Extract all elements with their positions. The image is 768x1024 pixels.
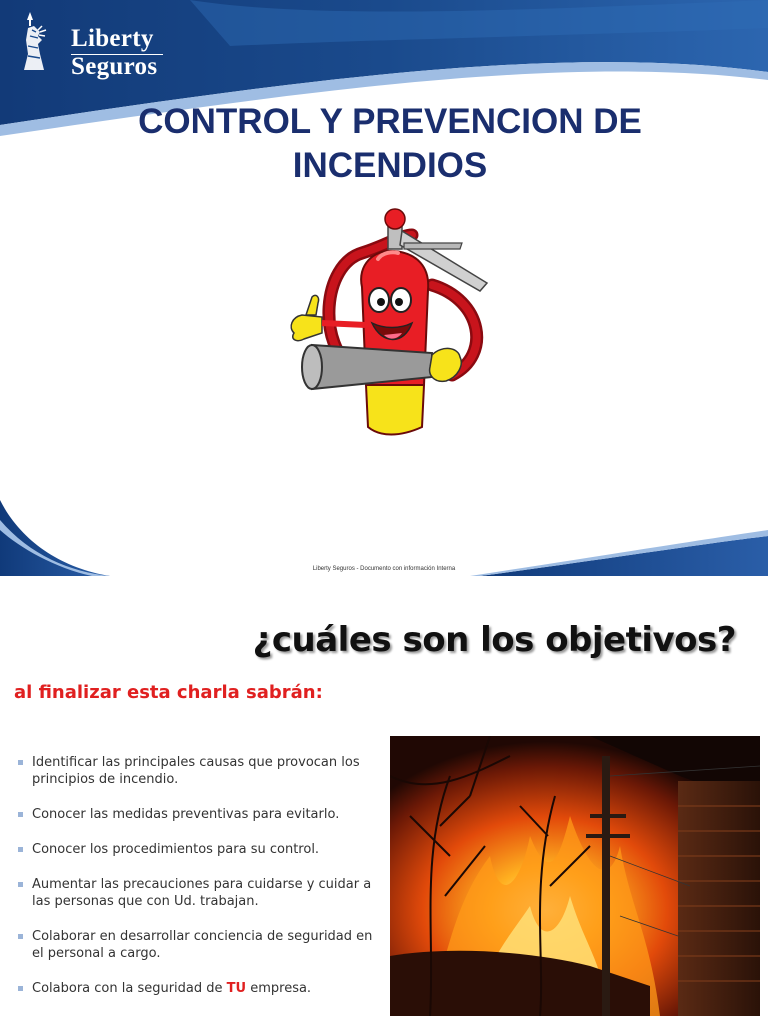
slide-objectives: [0, 576, 768, 1024]
footer-note: Liberty Seguros - Documento con información Interna: [312, 566, 456, 572]
objectives-list: [18, 754, 383, 1015]
bullet-icon: [18, 934, 23, 939]
bullet-text: Conocer los procedimientos para su control.: [32, 842, 320, 857]
liberty-seguros-logo: [18, 10, 168, 78]
objectives-subheading: al finalizar esta charla sabrán:: [14, 682, 323, 703]
bullet-highlight: TU: [226, 981, 247, 996]
list-item: [18, 928, 383, 962]
bullet-text: Colaborar en desarrollar conciencia de seguridad en el personal a cargo.: [32, 929, 373, 961]
logo-word-seguros: Seguros: [71, 53, 158, 80]
bullet-icon: [18, 986, 23, 991]
bullet-text: Aumentar las precauciones para cuidarse y cuidar a las personas que con Ud. trabajan.: [32, 877, 372, 909]
list-item: [18, 806, 383, 823]
bullet-icon: [18, 882, 23, 887]
bullet-icon: [18, 812, 23, 817]
page-title: [0, 100, 768, 188]
bullet-text-after: empresa.: [246, 981, 312, 996]
bullet-icon: [18, 847, 23, 852]
burning-house-photo: [390, 736, 760, 1016]
bullet-text: Conocer las medidas preventivas para evitarlo.: [32, 807, 340, 822]
bullet-text-before: Colabora con la seguridad de: [32, 981, 227, 996]
statue-of-liberty-icon: [18, 10, 58, 76]
logo-word-liberty: Liberty: [71, 25, 154, 52]
objectives-heading: ¿cuáles son los objetivos?: [252, 620, 736, 660]
fire-extinguisher-mascot: [282, 205, 497, 440]
list-item: [18, 841, 383, 858]
list-item: [18, 754, 383, 788]
list-item: [18, 980, 383, 997]
bullet-icon: [18, 760, 23, 765]
list-item: [18, 876, 383, 910]
title-line-1: CONTROL Y PREVENCION DE: [138, 102, 642, 141]
bullet-text: Identificar las principales causas que provocan los principios de incendio.: [32, 755, 360, 787]
title-line-2: INCENDIOS: [292, 146, 488, 185]
